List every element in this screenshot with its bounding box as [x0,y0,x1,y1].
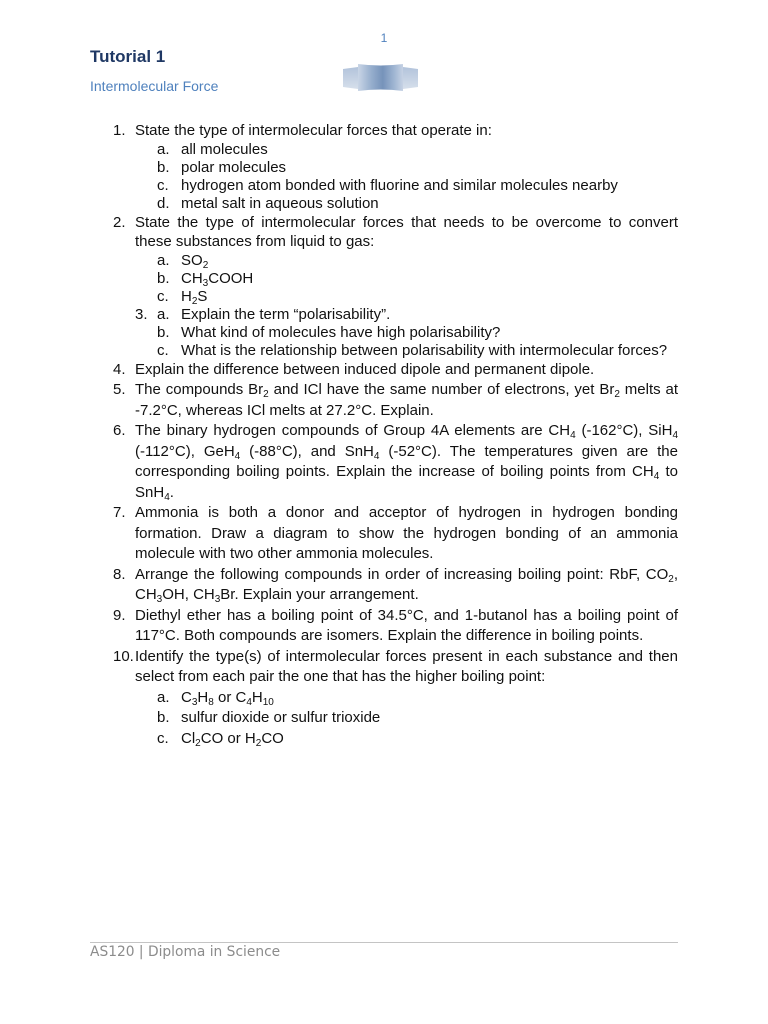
question-number: 4. [113,360,126,378]
sub-question-item [135,141,678,159]
question-text-line [135,121,678,141]
text-run: polar molecules [181,158,287,176]
text-run: The binary hydrogen compounds of Group 4A elements are CH [135,422,571,439]
sub-question-item [135,288,678,306]
question-body [135,213,678,306]
question-number: 2. [113,213,126,231]
question-text-line [135,524,678,545]
text-run: State the type of intermolecular forces that needs to be overcome to convert [135,213,678,231]
text-run: Explain the difference between induced dipole and permanent dipole. [135,360,595,378]
question-body [135,565,678,606]
text-run: (-52°C). The temperatures given are the [379,442,678,460]
sub-question-text [181,177,618,194]
sub-question-item [135,688,678,709]
question-text-line [135,213,678,233]
subscript-text: 8 [208,696,214,708]
subscript-text: 2 [191,295,198,307]
question-body [135,360,678,381]
text-run: Ammonia is both a donor and acceptor of hydrogen in hydrogen bonding [135,504,678,521]
question-body [135,306,678,360]
question-body [135,121,678,213]
text-run: What kind of molecules have high polarisability? [181,323,501,341]
ribbon-center-panel [358,64,403,91]
question-body [135,421,678,503]
question-5 [113,380,678,421]
question-body [135,647,678,750]
subscript-text: 4 [672,430,679,441]
question-6 [113,421,678,503]
question-text-line [135,626,678,647]
subscript-text: 4 [653,471,660,482]
ribbon-left-flap [343,67,358,89]
question-body [135,606,678,647]
sub-question-letter: b. [157,158,170,176]
question-body [135,503,678,565]
page-title: Tutorial 1 [90,47,166,66]
text-run: CO or H [200,729,256,747]
sub-question-letter: c. [157,729,169,747]
page-subtitle: Intermolecular Force [90,78,219,94]
sub-question-text [181,195,379,212]
text-run: Explain the term “polarisability”. [181,305,391,323]
text-run: Arrange the following compounds in order of increasing boiling point: RbF, CO [135,565,669,583]
question-text-line [135,565,678,586]
question-number: 9. [113,606,126,624]
text-run: What is the relationship between polarisability with intermolecular forces? [181,341,668,359]
text-run: hydrogen atom bonded with fluorine and similar molecules nearby [181,176,618,194]
subscript-text: 4 [234,450,241,462]
question-1 [113,121,678,213]
sub-question-item [135,195,678,213]
text-run: Diethyl ether has a boiling point of 34.5°C, and 1-butanol has a boiling point of [135,606,678,624]
sub-question-text [181,306,390,323]
text-run: metal salt in aqueous solution [181,194,379,212]
text-run: molecule with two other ammonia molecules. [135,545,434,562]
subscript-text: 4 [246,696,252,708]
text-run: COOH [208,269,254,287]
text-run: formation. Draw a diagram to show the hydrogen bonding of an ammonia [135,524,678,542]
question-2 [113,213,678,306]
subscript-text: 4 [373,450,380,462]
sub-question-letter: a. [157,140,170,158]
sub-question-text [181,159,286,176]
sub-question-text [181,141,268,158]
question-text-line [135,503,678,524]
text-run: State the type of intermolecular forces that operate in: [135,122,492,139]
sub-question-letter: a. [157,688,170,706]
sub-question-letter: a. [157,251,170,269]
sub-question-letter: c. [157,287,169,305]
text-run: (-88°C), and SnH [240,442,374,460]
text-run: . [169,483,174,501]
subscript-text: 3 [191,696,198,708]
text-run: or C [213,688,247,706]
question-text-line [135,483,678,504]
question-9 [113,606,678,647]
question-10 [113,647,678,750]
sub-question-letter: b. [157,323,170,341]
question-text-line [135,544,678,565]
sub-question-text [181,252,208,269]
text-run: and ICl have the same number of electrons, yet Br [268,381,615,398]
subscript-text: 2 [195,737,201,749]
question-text-line [135,232,678,252]
question-7 [113,503,678,565]
question-text-line [135,462,678,483]
text-run: CH [181,269,203,287]
question-text-line [135,647,678,668]
sub-question-item [135,159,678,177]
text-run: H [197,688,209,706]
question-number: 10. [113,647,134,665]
question-text-line [135,667,678,688]
question-number: 1. [113,122,126,139]
question-text-line [135,401,678,422]
question-list [113,121,678,749]
text-run: melts at [619,381,678,398]
sub-question-text [181,689,274,706]
text-run: all molecules [181,140,268,158]
question-text-line [135,585,678,606]
text-run: H [181,287,192,305]
text-run: CO [261,729,284,747]
text-run: OH, CH [162,586,215,603]
footer-text: AS120 | Diploma in Science [90,944,281,960]
subscript-text: 2 [263,389,269,400]
text-run: to [659,463,678,480]
text-run: corresponding boiling points. Explain the increase of boiling points from CH [135,463,654,480]
sub-question-text [181,288,207,305]
sub-question-item [135,252,678,270]
ribbon-right-flap [403,67,418,89]
question-text-line [135,360,678,381]
question-4 [113,360,678,381]
sub-question-item [135,177,678,195]
question-number: 5. [113,381,126,398]
text-run: select from each pair the one that has the higher boiling point: [135,668,546,685]
sub-question-letter: c. [157,341,169,359]
subscript-text: 4 [570,430,576,441]
text-run: , [673,565,678,583]
page-number: 1 [380,31,388,45]
sub-question-letter: c. [157,176,169,194]
text-run: -7.2°C, whereas ICl melts at 27.2°C. Explain. [135,401,434,419]
subscript-text: 3 [156,594,163,605]
sub-question-letter: d. [157,194,170,212]
text-run: Br. Explain your arrangement. [220,586,419,603]
sub-question-letter: b. [157,269,170,287]
text-run: SnH [135,483,165,501]
subscript-text: 4 [164,491,170,503]
subscript-text: 2 [202,259,209,271]
sub-question-item [135,270,678,288]
sub-question-letter: b. [157,709,170,726]
subscript-text: 2 [668,573,674,585]
sub-question-item [135,306,678,324]
sub-question-item [135,708,678,729]
sub-question-text [181,709,380,726]
text-run: these substances from liquid to gas: [135,233,375,250]
sub-question-text [181,730,284,747]
text-run: Identify the type(s) of intermolecular forces present in each substance and then [135,647,678,665]
subscript-text: 10 [262,696,274,708]
text-run: The compounds Br [135,381,264,398]
text-run: H [251,688,263,706]
sub-question-item [135,342,678,360]
question-text-line [135,442,678,463]
footer-divider [90,942,678,943]
text-run: SO [181,251,203,269]
text-run: (-162°C), SiH [575,422,673,439]
subscript-text: 2 [614,389,620,400]
sub-question-item [135,729,678,750]
text-run: S [197,287,208,305]
question-8 [113,565,678,606]
question-body [135,380,678,421]
question-number: 7. [113,504,126,521]
sub-question-text [181,324,500,341]
text-run: (-112°C), GeH [135,442,235,460]
sub-question-letter: a. [157,305,170,323]
text-run: CH [135,586,157,603]
question-number: 3. [135,305,148,323]
sub-question-item [135,324,678,342]
subscript-text: 3 [214,594,221,605]
text-run: 117°C. Both compounds are isomers. Explain the difference in boiling points. [135,627,644,644]
question-text-line [135,380,678,401]
ribbon-banner-icon [343,63,418,92]
question-text-line [135,421,678,442]
subscript-text: 3 [202,277,209,289]
text-run: C [181,688,192,706]
subscript-text: 2 [255,737,262,749]
question-number: 6. [113,422,126,439]
sub-question-text [181,270,253,287]
question-number: 8. [113,565,126,583]
question-3 [113,306,678,360]
sub-question-text [181,342,667,359]
text-run: sulfur dioxide or sulfur trioxide [181,709,381,726]
text-run: Cl [181,729,196,747]
question-text-line [135,606,678,627]
